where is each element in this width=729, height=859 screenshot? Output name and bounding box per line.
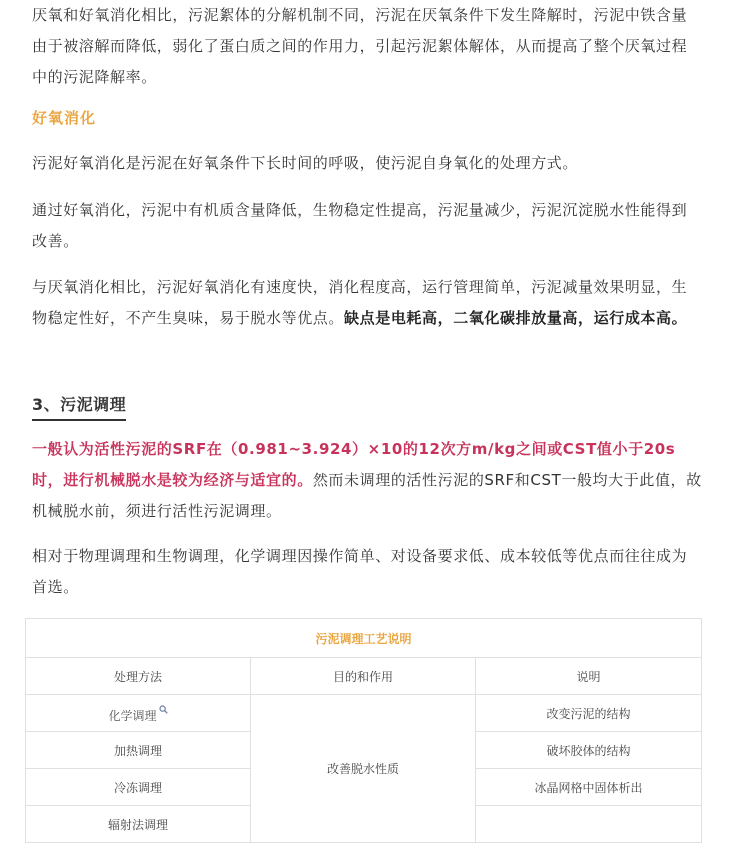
table-row (26, 695, 702, 732)
table-cell-purpose: 改善脱水性质 (251, 695, 476, 843)
table-cell-note: 破坏胶体的结构 (476, 732, 702, 769)
paragraph-aerobic-pros-cons (32, 272, 702, 334)
table-cell-method: 冷冻调理 (26, 769, 251, 806)
table-cell-note: 冰晶网格中固体析出 (476, 769, 702, 806)
paragraph-aerobic-definition: 污泥好氧消化是污泥在好氧条件下长时间的呼吸，使污泥自身氧化的处理方式。 (32, 154, 579, 172)
table-cell-method: 加热调理 (26, 732, 251, 769)
table-header-purpose: 目的和作用 (251, 658, 476, 695)
highlight-text: 一般认为活性污泥的SRF在（0.981~3.924）×10的12次方m/kg之间或CST值小于20s时，进行机械脱水是较为经济与适宜的。 (32, 440, 676, 489)
method-link-chemical[interactable]: 化学调理 (108, 708, 157, 723)
table-cell-note (476, 806, 702, 843)
paragraph-anaerobic-comparison: 厌氧和好氧消化相比，污泥絮体的分解机制不同，污泥在厌氧条件下发生降解时，污泥中铁含量由于被溶解而降低，弱化了蛋白质之间的作用力，引起污泥絮体解体，从而提高了整个厌氧过程中的污泥降解率。 (32, 6, 688, 86)
heading-aerobic-digestion: 好氧消化 (32, 109, 97, 127)
normal-text: 然而未调理的活性污泥的SRF和CST一般均大于此值，故机械脱水前，须进行活性污泥调理。 (32, 471, 702, 520)
pros-text: 与厌氧消化相比，污泥好氧消化有速度快，消化程度高，运行管理简单，污泥减量效果明显，生物稳定性好，不产生臭味，易于脱水等优点。 (32, 278, 688, 327)
table-cell-note: 改变污泥的结构 (476, 695, 702, 732)
cons-text: 缺点是电耗高，二氧化碳排放量高，运行成本高。 (344, 309, 688, 327)
search-icon[interactable] (159, 703, 168, 717)
paragraph-srf-cst (32, 434, 702, 527)
paragraph-aerobic-effect: 通过好氧消化，污泥中有机质含量降低，生物稳定性提高，污泥量减少，污泥沉淀脱水性能得到改善。 (32, 201, 688, 250)
table-header-row (26, 658, 702, 695)
paragraph-chemical-conditioning: 相对于物理调理和生物调理，化学调理因操作简单、对设备要求低、成本较低等优点而往往成为首选。 (32, 547, 688, 596)
table-cell-method: 辐射法调理 (26, 806, 251, 843)
table-header-note: 说明 (476, 658, 702, 695)
table-cell-method[interactable] (26, 695, 251, 732)
conditioning-process-table (25, 618, 702, 843)
section-title-sludge-conditioning: 3、污泥调理 (32, 392, 126, 421)
table-header-method: 处理方法 (26, 658, 251, 695)
table-title: 污泥调理工艺说明 (26, 619, 702, 658)
